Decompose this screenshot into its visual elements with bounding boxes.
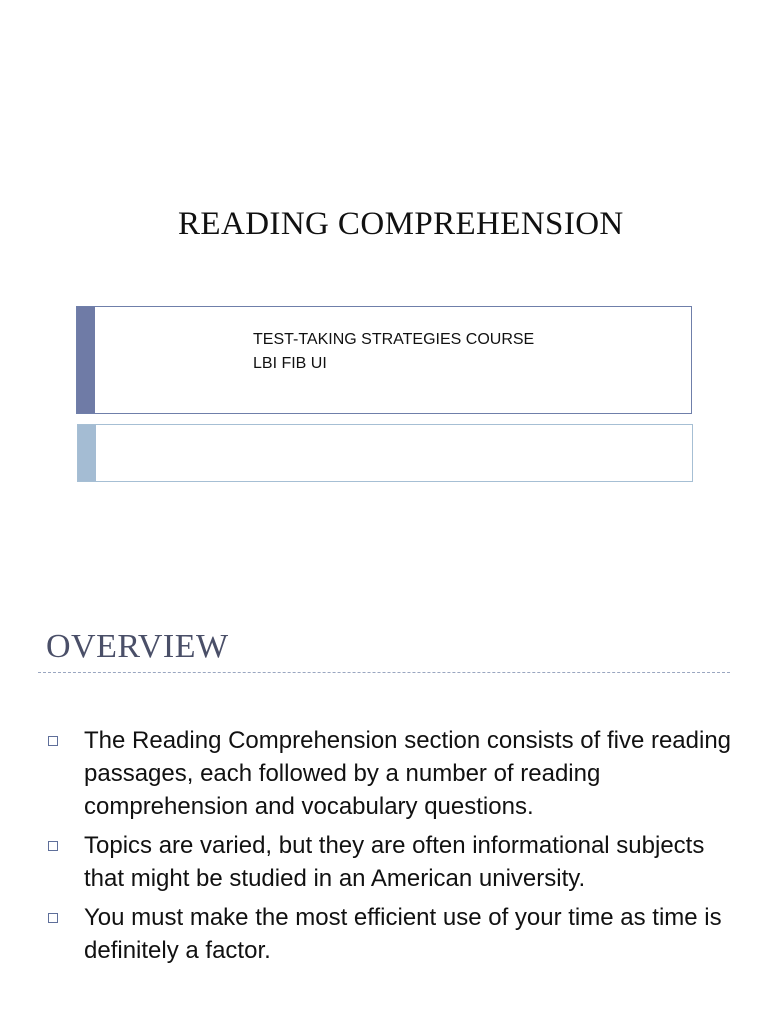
accent-bar-light (78, 425, 96, 481)
hollow-square-icon (48, 736, 58, 746)
bullet-text: The Reading Comprehension section consists of five reading passages, each followed by a number of reading comprehension and vocabulary questions. (84, 727, 732, 820)
slide-title: READING COMPREHENSION (178, 206, 624, 242)
subtitle-box (76, 306, 692, 414)
overview-title: OVERVIEW (46, 628, 229, 665)
subtitle-line-institution: LBI FIB UI (253, 355, 327, 372)
bullet-item (46, 829, 746, 895)
bullet-list (46, 724, 746, 973)
bullet-text: You must make the most efficient use of your time as time is definitely a factor. (84, 904, 722, 964)
bullet-item (46, 724, 746, 823)
title-divider (38, 672, 730, 673)
hollow-square-icon (48, 913, 58, 923)
overview-slide (0, 600, 768, 1024)
subtitle-line-course: TEST-TAKING STRATEGIES COURSE (253, 331, 535, 348)
hollow-square-icon (48, 841, 58, 851)
accent-bar (77, 307, 95, 413)
empty-placeholder-box (77, 424, 693, 482)
bullet-text: Topics are varied, but they are often informational subjects that might be studied in an American university. (84, 832, 705, 892)
bullet-item (46, 901, 746, 967)
